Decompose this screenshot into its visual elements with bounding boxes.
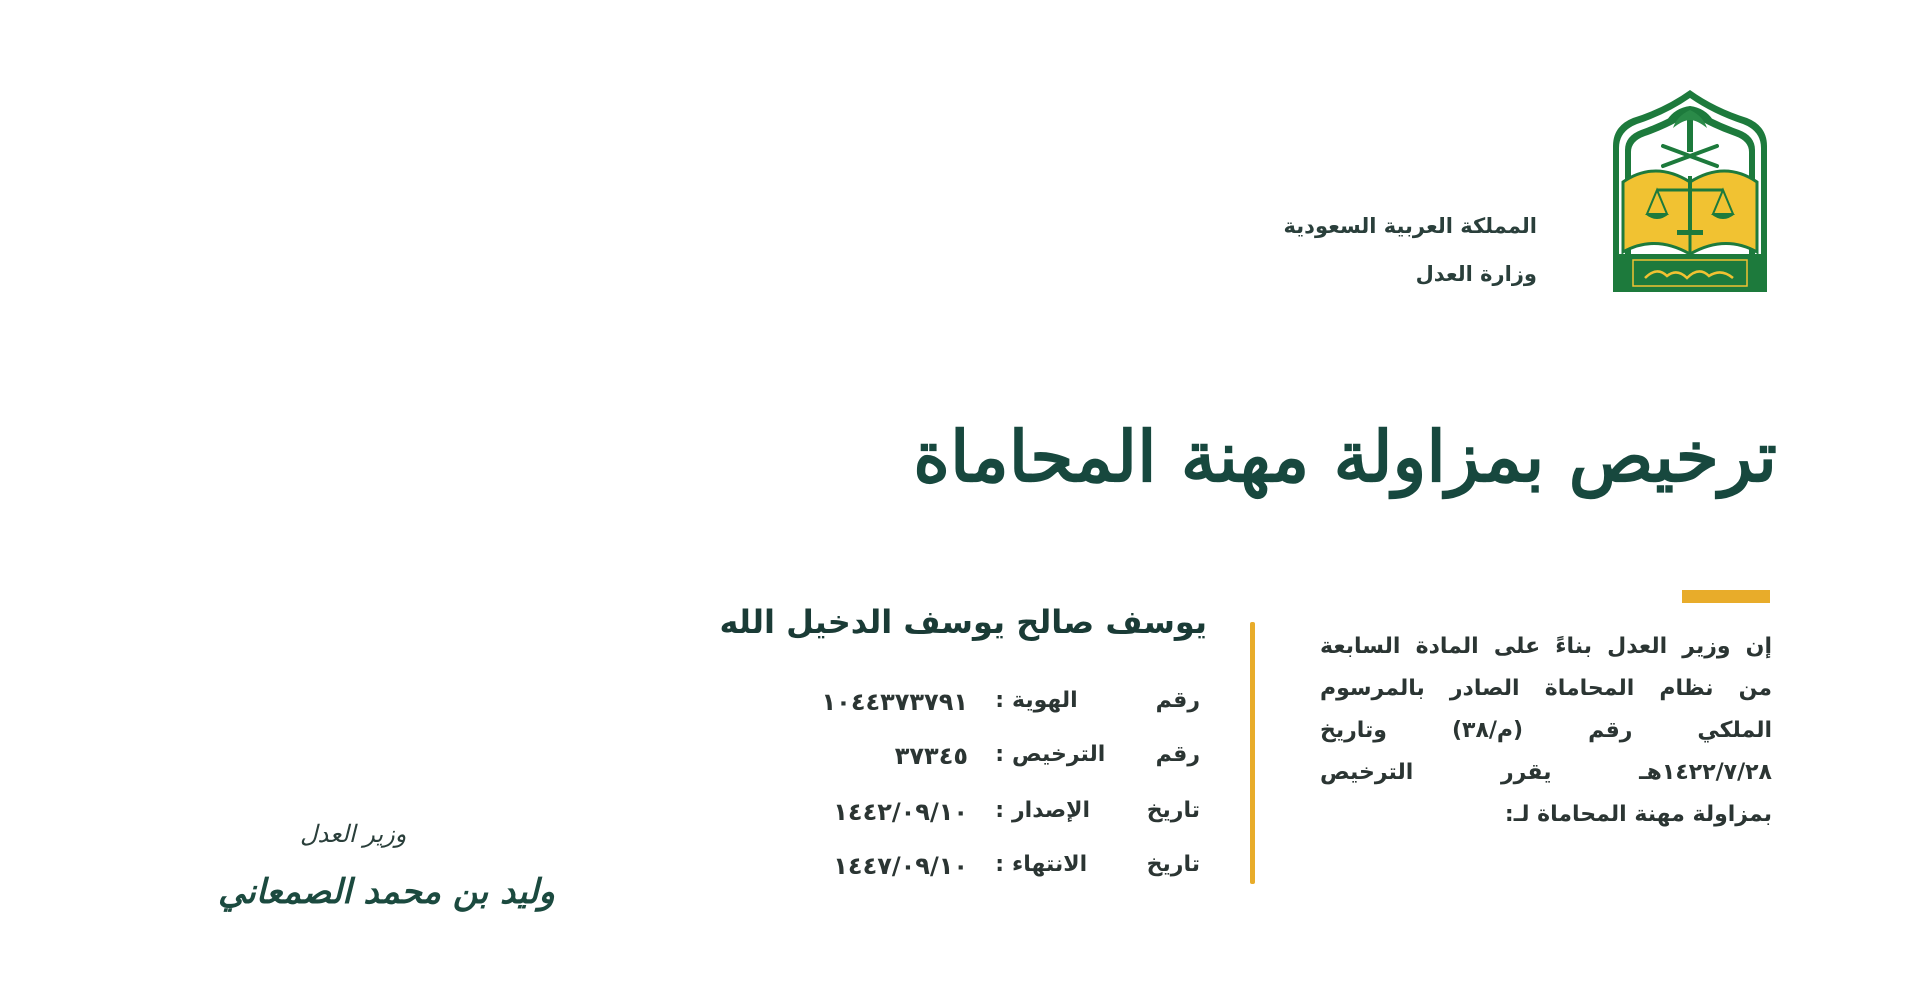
detail-row-id	[720, 688, 1200, 728]
detail-row-expiry-date	[720, 852, 1200, 892]
preamble-line: الملكي رقم (م/٣٨) وتاريخ	[1320, 718, 1772, 743]
signer-signature: وليد بن محمد الصمعاني	[218, 872, 555, 912]
preamble-line: ١٤٢٢/٧/٢٨هـ يقرر الترخيص	[1320, 760, 1772, 785]
detail-label: تاريخ الانتهاء	[1012, 852, 1200, 877]
ministry-name: وزارة العدل	[1415, 262, 1537, 286]
license-holder-name: يوسف صالح يوسف الدخيل الله	[719, 603, 1207, 641]
expiry-date-value: ١٤٤٧/٠٩/١٠	[833, 852, 968, 880]
detail-colon: :	[995, 688, 1004, 713]
license-number-value: ٣٧٣٤٥	[894, 742, 968, 770]
gold-accent-bar	[1682, 590, 1770, 603]
detail-row-issue-date	[720, 798, 1200, 838]
issue-date-value: ١٤٤٢/٠٩/١٠	[833, 798, 968, 826]
signer-title: وزير العدل	[300, 820, 407, 848]
detail-colon: :	[995, 852, 1004, 877]
gold-divider	[1250, 622, 1255, 884]
detail-label: تاريخ الإصدار	[1012, 798, 1200, 823]
detail-colon: :	[995, 742, 1004, 767]
license-title: ترخيص بمزاولة مهنة المحاماة	[913, 415, 1777, 498]
detail-colon: :	[995, 798, 1004, 823]
country-name: المملكة العربية السعودية	[1283, 214, 1537, 238]
ministry-of-justice-emblem-icon	[1605, 86, 1775, 292]
preamble-text	[1320, 626, 1772, 836]
preamble-line: إن وزير العدل بناءً على المادة السابعة	[1320, 634, 1772, 659]
preamble-line: من نظام المحاماة الصادر بالمرسوم	[1320, 676, 1772, 701]
detail-label: رقم الترخيص	[1012, 742, 1200, 767]
id-number-value: ١٠٤٤٣٧٣٧٩١	[821, 688, 968, 716]
detail-row-license	[720, 742, 1200, 782]
preamble-line: بمزاولة مهنة المحاماة لـ:	[1504, 802, 1772, 827]
detail-label: رقم الهوية	[1012, 688, 1200, 713]
